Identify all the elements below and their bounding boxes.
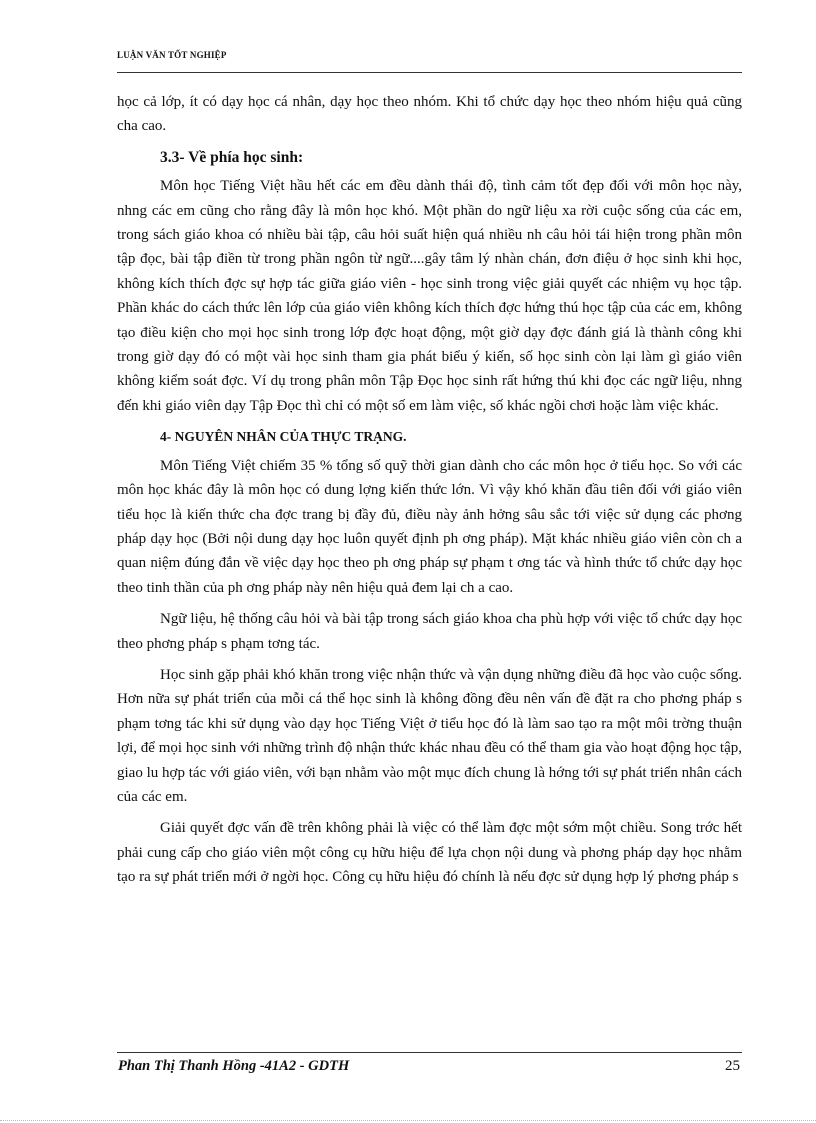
running-header: LUẬN VĂN TỐT NGHIỆP [117, 50, 227, 60]
document-body [117, 90, 742, 897]
paragraph-4: Ngữ liệu, hệ thống câu hỏi và bài tập trong sách giáo khoa cha phù hợp với việc tổ chức dạy học theo phơng pháp s phạm tơng tác. [117, 611, 742, 652]
footer-rule [117, 1052, 742, 1053]
paragraph-1: học cả lớp, ít có dạy học cá nhân, dạy học theo nhóm. Khi tổ chức dạy học theo nhóm hiệu quả cũng cha cao. [117, 94, 742, 135]
section-heading-4: 4- NGUYÊN NHÂN CỦA THỰC TRẠNG. [160, 429, 407, 445]
paragraph-6: Giải quyết đợc vấn đề trên không phải là việc có thể làm đợc một sớm một chiều. Song trớc hết phải cung cấp cho giáo viên một công cụ hữu hiệu để lựa chọn nội dung và phơng pháp dạy học nhằm tạo ra sự phát triển mới ở ngời học. Công cụ hữu hiệu đó chính là nếu đợc sử dụng hợp lý phơng pháp s [117, 820, 742, 886]
page-edge-dotted-line [0, 1120, 816, 1121]
paragraph-3: Môn Tiếng Việt chiếm 35 % tổng số quỹ thời gian dành cho các môn học ở tiểu học. So với các môn học khác đây là môn học có dung lợng kiến thức lớn. Vì vậy khó khăn đầu tiên đối với giáo viên tiểu học là kiến thức cha đợc trang bị đầy đủ, điều này ảnh hởng sâu sắc tới việc sử dụng các phơng pháp dạy học (Bởi nội dung dạy học luôn quyết định ph ơng pháp). Mặt khác nhiều giáo viên còn ch a quan niệm đúng đắn về việc dạy học theo ph ơng pháp sự phạm t ơng tác và hình thức tổ chức dạy học theo tinh thần của ph ơng pháp này nên hiệu quả đem lại ch a cao. [117, 457, 742, 596]
section-heading-3-3: 3.3- Về phía học sinh: [160, 148, 304, 166]
paragraph-5: Học sinh gặp phải khó khăn trong việc nhận thức và vận dụng những điều đã học vào cuộc sống. Hơn nữa sự phát triển của mỗi cá thể học sinh là không đồng đều nên vấn đề đặt ra cho phơng pháp s phạm tơng tác khi sử dụng vào dạy học Tiếng Việt ở tiểu học đó là làm sao tạo ra một môi trờng thuận lợi, để mọi học sinh với những trình độ nhận thức khác nhau đều có thể tham gia vào hoạt động học tập, giao lu hợp tác với giáo viên, với bạn nhằm vào một mục đích chung là hớng tới sự phát triển nhân cách của các em. [117, 666, 742, 805]
paragraph-2: Môn học Tiếng Việt hầu hết các em đều dành thái độ, tình cảm tốt đẹp đối với môn học này, nhng các em cũng cho rằng đây là môn học khó. Một phần do ngữ liệu xa rời cuộc sống của các em, trong sách giáo khoa có nhiều bài tập, câu hỏi suất hiện quá nhiều nh câu hỏi tái hiện trong phần môn tập đọc, bài tập điền từ trong phần ngôn từ ngữ....gây tâm lý nhàn chán, đơn điệu ở học sinh khi học, không kích thích đợc sự hợp tác giữa giáo viên - học sinh trong việc giải quyết các nhiệm vụ học tập. Phần khác do cách thức lên lớp của giáo viên không kích thích đợc hứng thú học tập của các em, không tạo điều kiện cho mọi học sinh trong lớp đợc hoạt động, một giờ dạy đợc đánh giá là thành công khi trong giờ dạy đó có một vài học sinh tham gia phát biểu ý kiến, số học sinh còn lại làm gì giáo viên không kiểm soát đợc. Ví dụ trong phân môn Tập Đọc học sinh rất hứng thú khi đọc các ngữ liệu, nhng đến khi giáo viên dạy Tập Đọc thì chỉ có một số em làm việc, số khác ngồi chơi hoặc làm việc khác. [117, 178, 742, 414]
footer-author: Phan Thị Thanh Hồng -41A2 - GDTH [118, 1058, 350, 1074]
header-rule [117, 72, 742, 73]
page-number: 25 [725, 1058, 740, 1074]
